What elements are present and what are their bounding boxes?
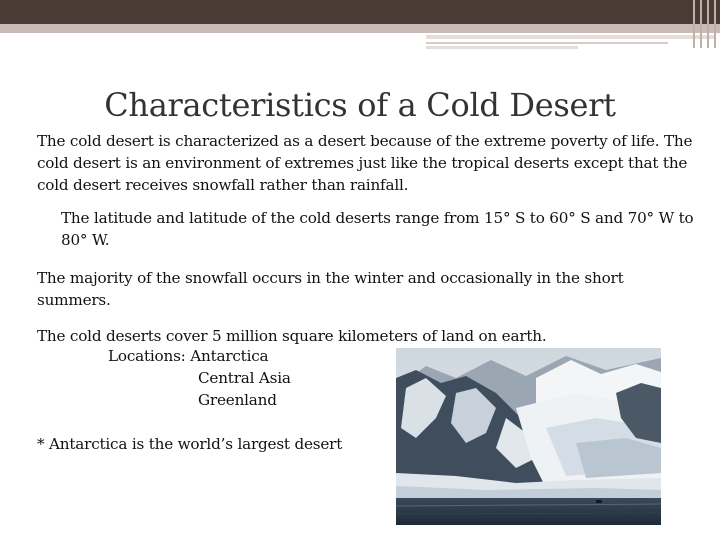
landscape-image xyxy=(396,348,661,525)
header-bar xyxy=(0,0,720,24)
header-corner-ornament xyxy=(693,0,720,48)
coverage-paragraph: The cold deserts cover 5 million square kilometers of land on earth. xyxy=(37,327,547,345)
snowfall-paragraph: The majority of the snowfall occurs in the winter and occasionally in the short summers. xyxy=(37,269,624,309)
footnote: * Antarctica is the world’s largest desert xyxy=(37,435,343,453)
location-item: Greenland xyxy=(198,391,277,409)
location-item: Central Asia xyxy=(198,369,291,387)
header-accent-line xyxy=(426,42,668,44)
intro-paragraph: The cold desert is characterized as a desert because of the extreme poverty of life. The cold desert is an environment of extremes just like the tropical deserts except that the cold desert receives snowfall rather than rainfall. xyxy=(37,132,693,194)
locations-label: Locations: Antarctica xyxy=(108,347,269,365)
header-accent-line xyxy=(426,46,578,49)
latitude-paragraph: The latitude and latitude of the cold deserts range from 15° S to 60° S and 70° W to 80° W. xyxy=(61,209,694,249)
slide-title: Characteristics of a Cold Desert xyxy=(104,86,616,124)
header-strip xyxy=(0,24,720,33)
antarctica-photo xyxy=(396,348,661,525)
header-accent-line xyxy=(426,35,716,39)
